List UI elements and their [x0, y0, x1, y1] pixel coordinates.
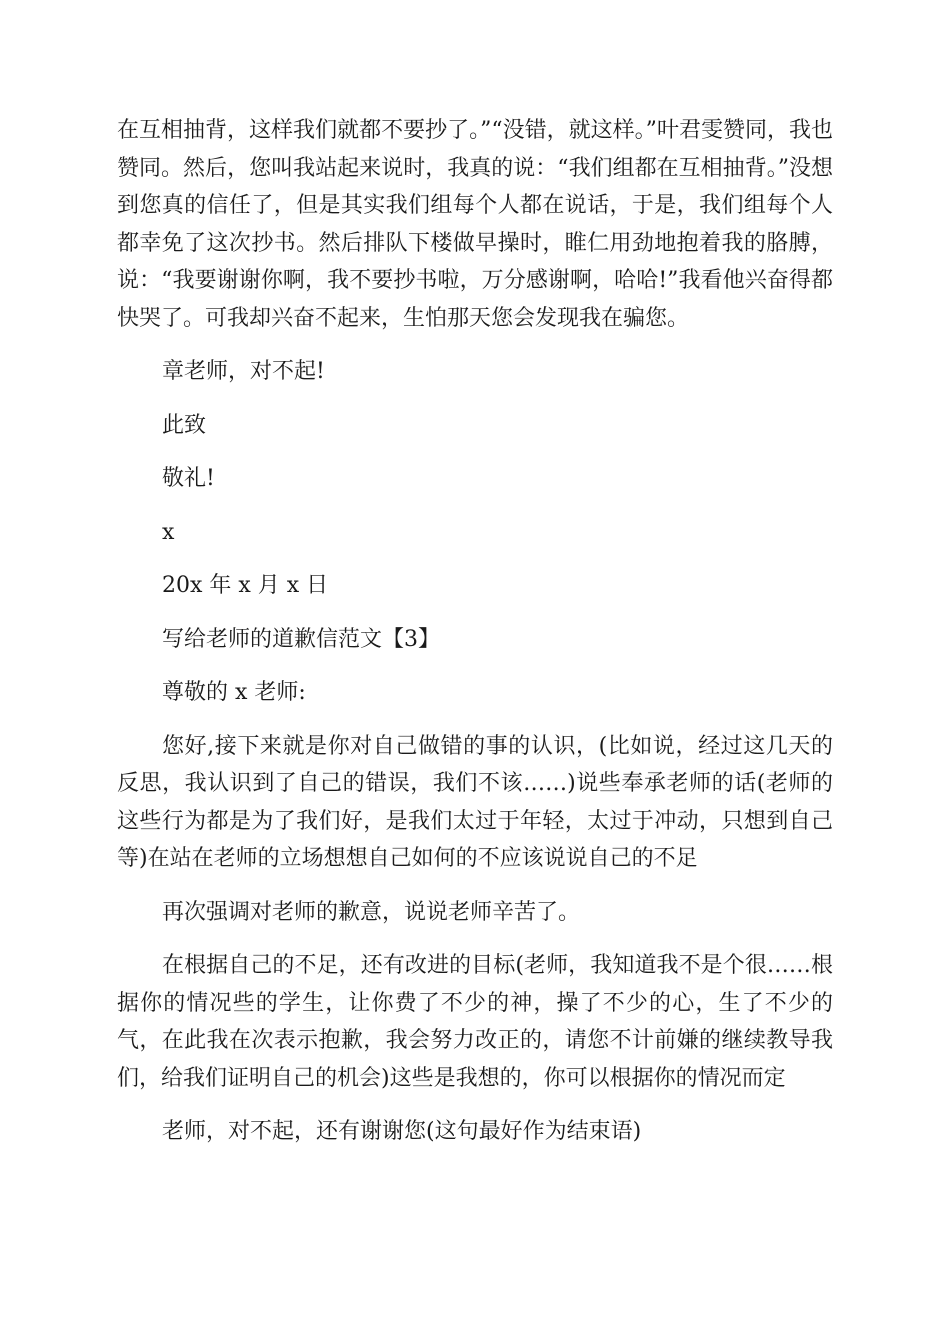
paragraph-conclusion: 老师，对不起，还有谢谢您(这句最好作为结束语) [162, 1119, 642, 1144]
section-heading: 写给老师的道歉信范文【3】 [162, 626, 440, 652]
document-body [117, 112, 833, 1151]
paragraph-body-improvement: 在根据自己的不足，还有改进的目标(老师，我知道我不是个很……根据你的情况些的学生，让你费了不少的神，操了不少的心，生了不少的气，在此我在次表示抱歉，我会努力改正的，请您不计前嫌的继续教导我们，给我们证明自己的机会)这些是我想的，你可以根据你的情况而定 [117, 953, 833, 1091]
paragraph-salutation: 敬礼! [162, 466, 215, 491]
paragraph-addressee: 尊敬的 x 老师: [162, 680, 306, 705]
paragraph-story-continuation: 在互相抽背，这样我们就都不要抄了。”“没错，就这样。”叶君雯赞同，我也赞同。然后，您叫我站起来说时，我真的说：“我们组都在互相抽背。”没想到您真的信任了，但是其实我们组每个人都在说话，于是，我们组每个人都幸免了这次抄书。然后排队下楼做早操时，睢仁用劲地抱着我的胳膊，说：“我要谢谢你啊，我不要抄书啦，万分感谢啊，哈哈!”我看他兴奋得都快哭了。可我却兴奋不起来，生怕那天您会发现我在骗您。 [117, 118, 833, 331]
paragraph-date: 20x 年 x 月 x 日 [162, 573, 329, 598]
paragraph-body-apology: 再次强调对老师的歉意，说说老师辛苦了。 [162, 899, 581, 925]
paragraph-signature: x [162, 519, 175, 545]
paragraph-body-reflection: 您好,接下来就是你对自己做错的事的认识，(比如说，经过这几天的反思，我认识到了自己的错误，我们不该……)说些奉承老师的话(老师的这些行为都是为了我们好，是我们太过于年轻，太过于冲动，只想到自己等)在站在老师的立场想想自己如何的不应该说说自己的不足 [117, 733, 833, 871]
paragraph-apology-line: 章老师，对不起! [162, 359, 325, 384]
paragraph-closing-greeting: 此致 [162, 412, 207, 438]
